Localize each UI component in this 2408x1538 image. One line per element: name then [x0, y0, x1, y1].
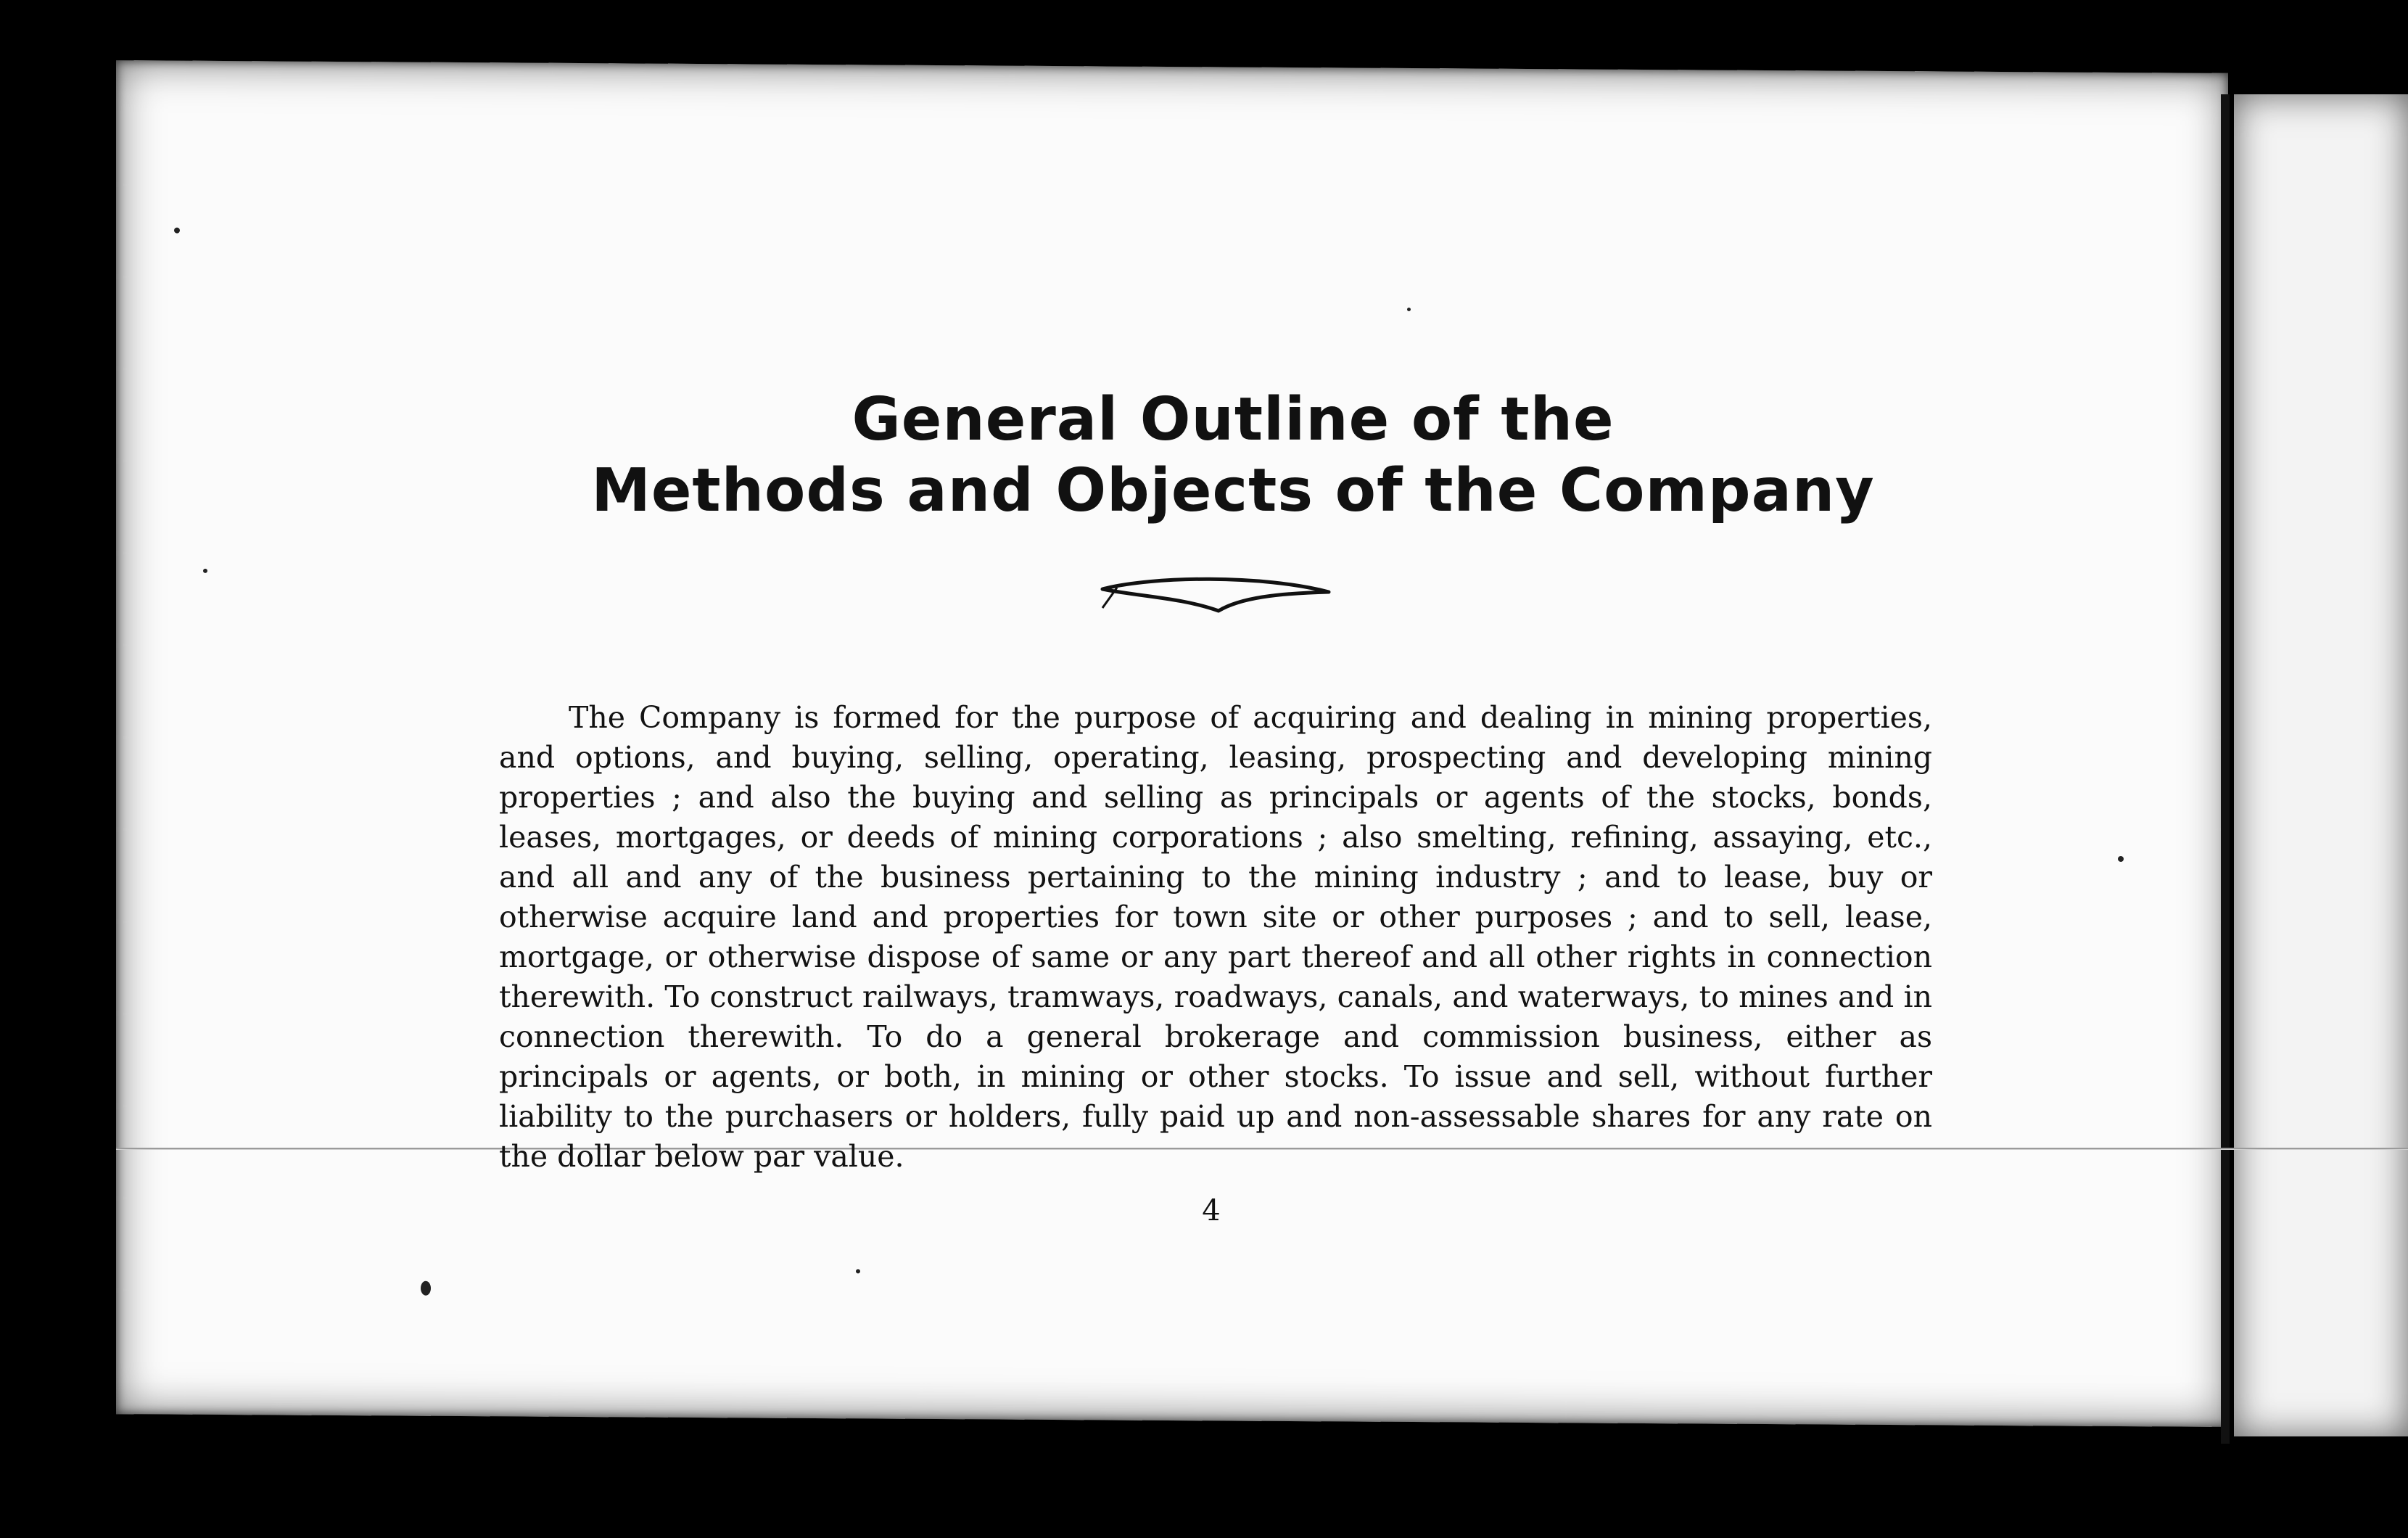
dust-speck	[1407, 308, 1411, 311]
title-line-2: Methods and Objects of the Company	[591, 456, 1875, 525]
page-title	[508, 384, 1958, 527]
dust-speck	[856, 1269, 860, 1273]
title-line-1: General Outline of the	[852, 385, 1615, 454]
dust-speck	[203, 569, 207, 573]
page-number: 4	[1202, 1194, 1221, 1227]
body-paragraph: The Company is formed for the purpose of acquiring and dealing in mining properties, and options, and buying, selling, operating, leasing, prospecting and developing mining properties ; and also the buying and selling as principals or agents of the stocks, bonds, leases, mortgages, or deeds of mining corporations ; also smelting, refining, assaying, etc., and all and any of the business pertaining to the mining industry ; and to lease, buy or otherwise acquire land and properties for town site or other purposes ; and to sell, lease, mortgage, or otherwise dispose of same or any part thereof and all other rights in connection therewith. To construct railways, tramways, roadways, canals, and waterways, to mines and in connection therewith. To do a general brokerage and commission business, either as principals or agents, or both, in mining or other stocks. To issue and sell, without further liability to the purchasers or holders, fully paid up and non-assessable shares for any rate on the dollar below par value.	[499, 700, 1932, 1174]
adjacent-page-edge	[2234, 94, 2408, 1436]
dust-speck	[421, 1281, 431, 1296]
page-gutter	[2221, 94, 2230, 1444]
flourish-ornament-icon	[1095, 576, 1342, 627]
dust-speck	[2118, 856, 2124, 862]
dust-speck	[174, 228, 180, 234]
